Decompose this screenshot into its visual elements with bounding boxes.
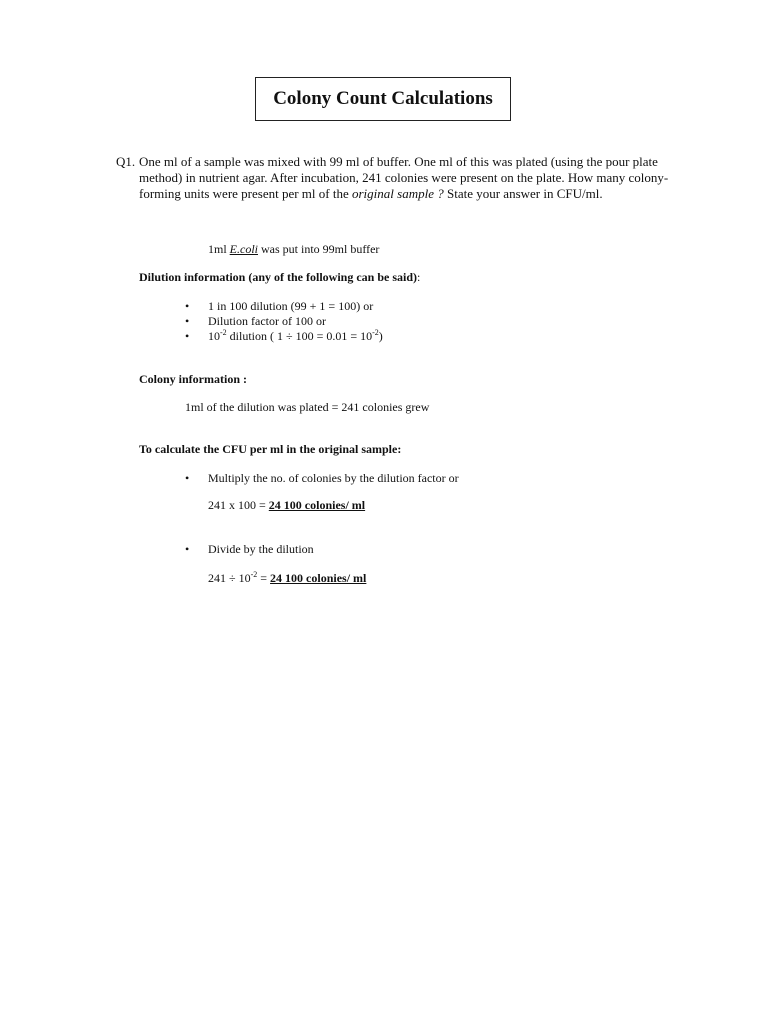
ecoli-suffix: was put into 99ml buffer bbox=[258, 242, 380, 256]
list-item bbox=[185, 314, 383, 329]
list-item bbox=[185, 299, 383, 314]
calc-result-divide bbox=[208, 571, 366, 586]
calc-expression: = bbox=[257, 571, 271, 585]
list-item-text: 1 in 100 dilution (99 + 1 = 100) or bbox=[208, 299, 374, 313]
calc-answer: 24 100 colonies/ ml bbox=[268, 498, 366, 512]
dilution-heading bbox=[139, 270, 420, 285]
dilution-heading-colon: : bbox=[417, 270, 421, 284]
list-item-text: 10 bbox=[208, 329, 220, 343]
dilution-list bbox=[185, 299, 383, 344]
colony-heading: Colony information : bbox=[139, 372, 247, 386]
calc-expression: 241 x 100 = bbox=[208, 498, 269, 512]
list-item bbox=[185, 329, 383, 344]
question-text-italic: original sample ? bbox=[352, 186, 444, 201]
calc-expression: 241 ÷ 10 bbox=[208, 571, 251, 585]
colony-line: 1ml of the dilution was plated = 241 colonies grew bbox=[185, 400, 430, 414]
calc-heading: To calculate the CFU per ml in the original sample: bbox=[139, 442, 402, 456]
ecoli-prefix: 1ml bbox=[208, 242, 230, 256]
question-number: Q1. bbox=[116, 154, 136, 169]
superscript: -2 bbox=[220, 328, 227, 337]
bullet: • bbox=[185, 471, 190, 485]
question-text-end: State your answer in CFU/ml. bbox=[443, 186, 603, 201]
ecoli-line bbox=[208, 242, 379, 257]
question-text-start: One ml of a sample was mixed with 99 ml of buffer. One ml of this was plated (using the pour plate method) in nutrient agar. After incubation, 241 colonies were present on the plate. How many colony-forming units were present per ml of the bbox=[139, 154, 669, 201]
list-item-text: ) bbox=[378, 329, 383, 343]
title-box bbox=[255, 77, 511, 121]
dilution-heading-text: Dilution information (any of the following can be said) bbox=[139, 270, 418, 284]
bullet: • bbox=[185, 542, 190, 556]
list-item-text: Dilution factor of 100 or bbox=[208, 314, 326, 328]
calc-step-text: Multiply the no. of colonies by the dilution factor or bbox=[208, 471, 459, 485]
list-item-text: dilution ( 1 ÷ 100 = 0.01 = 10 bbox=[226, 329, 373, 343]
ecoli-organism: E.coli bbox=[229, 242, 258, 256]
question-text bbox=[139, 154, 679, 202]
calc-step-text: Divide by the dilution bbox=[208, 542, 314, 556]
calc-answer: 24 100 colonies/ ml bbox=[270, 571, 367, 585]
calc-result-multiply bbox=[208, 498, 365, 513]
page-title: Colony Count Calculations bbox=[273, 88, 493, 109]
superscript: -2 bbox=[372, 328, 379, 337]
superscript: -2 bbox=[250, 570, 258, 579]
